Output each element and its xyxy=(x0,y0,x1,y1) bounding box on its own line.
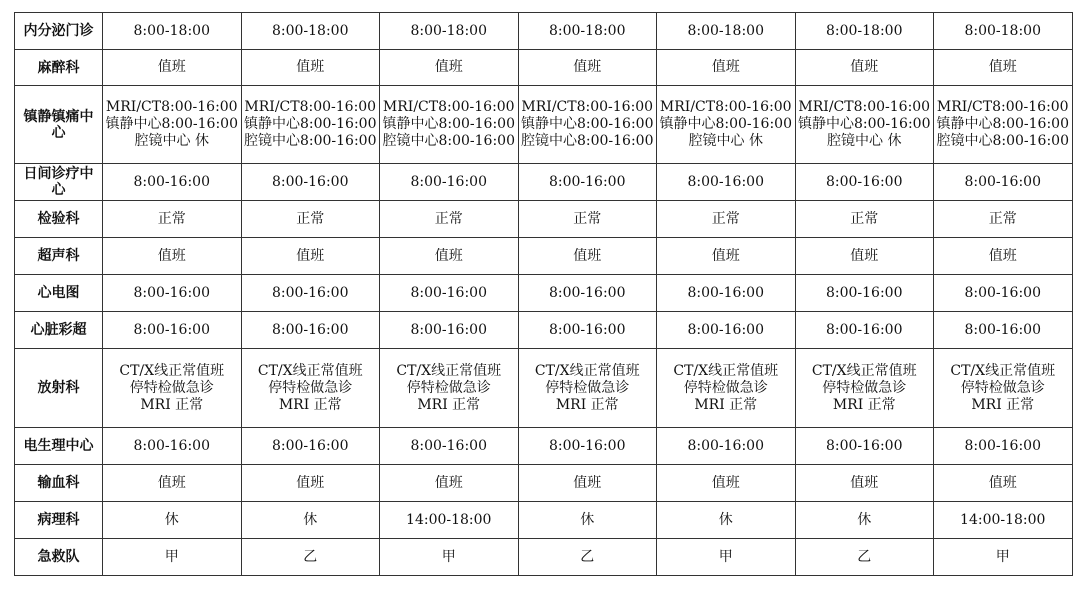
cell-line: 甲 xyxy=(995,548,1010,565)
schedule-cell xyxy=(103,50,242,86)
cell-line: 停特检做急诊 xyxy=(268,379,353,396)
schedule-cell xyxy=(934,539,1073,576)
schedule-cell xyxy=(934,502,1073,539)
schedule-cell xyxy=(657,465,796,502)
cell-line: 值班 xyxy=(711,59,740,75)
schedule-cell xyxy=(518,50,657,86)
schedule-cell xyxy=(518,275,657,312)
cell-line: 腔镜中心 休 xyxy=(688,133,763,149)
cell-line: 休 xyxy=(303,511,318,528)
cell-line: 值班 xyxy=(157,474,186,491)
schedule-cell xyxy=(241,539,380,576)
cell-line: 甲 xyxy=(441,548,456,565)
schedule-cell xyxy=(518,86,657,164)
schedule-cell xyxy=(241,86,380,164)
schedule-cell xyxy=(518,201,657,238)
cell-line: MRI 正常 xyxy=(832,396,896,413)
cell-line: 正常 xyxy=(988,210,1017,227)
cell-line: 值班 xyxy=(573,247,602,264)
schedule-cell xyxy=(934,428,1073,465)
table-row xyxy=(15,238,1073,275)
cell-line: 值班 xyxy=(850,247,879,264)
cell-line: 8:00-16:00 xyxy=(548,284,626,301)
department-name: 急救队 xyxy=(15,539,103,576)
schedule-cell xyxy=(380,275,519,312)
schedule-cell xyxy=(103,13,242,50)
cell-line: MRI/CT8:00-16:00 xyxy=(105,99,238,115)
cell-line: 8:00-16:00 xyxy=(964,173,1041,190)
schedule-cell xyxy=(380,312,519,349)
cell-line: 值班 xyxy=(711,474,740,491)
schedule-cell xyxy=(657,349,796,428)
schedule-cell xyxy=(657,312,796,349)
cell-line: MRI 正常 xyxy=(140,396,204,413)
cell-line: 腔镜中心 休 xyxy=(134,133,209,149)
schedule-cell xyxy=(795,502,934,539)
cell-line: 值班 xyxy=(573,474,602,491)
table-row xyxy=(15,502,1073,539)
cell-line: 镇静中心8:00-16:00 xyxy=(659,116,792,132)
table-row xyxy=(15,164,1073,201)
schedule-cell xyxy=(241,428,380,465)
cell-line: 值班 xyxy=(157,247,186,264)
cell-line: 8:00-16:00 xyxy=(410,321,487,338)
schedule-cell xyxy=(518,428,657,465)
cell-line: 值班 xyxy=(157,59,186,75)
schedule-cell xyxy=(103,312,242,349)
cell-line: 8:00-16:00 xyxy=(548,173,626,190)
department-name: 放射科 xyxy=(15,349,103,428)
schedule-cell xyxy=(795,50,934,86)
schedule-cell xyxy=(934,465,1073,502)
cell-line: 正常 xyxy=(434,210,463,227)
table-row xyxy=(15,50,1073,86)
schedule-cell xyxy=(657,13,796,50)
cell-line: 8:00-16:00 xyxy=(964,284,1041,301)
schedule-table xyxy=(14,12,1073,576)
schedule-cell xyxy=(103,539,242,576)
schedule-cell xyxy=(518,465,657,502)
cell-line: 值班 xyxy=(850,474,879,491)
cell-line: 8:00-16:00 xyxy=(825,173,903,190)
cell-line: 8:00-18:00 xyxy=(687,22,764,39)
cell-line: 镇静中心8:00-16:00 xyxy=(797,116,931,132)
cell-line: 休 xyxy=(164,511,179,528)
schedule-cell xyxy=(380,86,519,164)
cell-line: CT/X线正常值班 xyxy=(950,362,1056,379)
department-name: 镇静镇痛中心 xyxy=(15,86,103,164)
cell-line: 乙 xyxy=(303,548,318,565)
cell-line: 镇静中心8:00-16:00 xyxy=(105,116,238,132)
schedule-cell xyxy=(657,86,796,164)
department-name: 日间诊疗中心 xyxy=(15,164,103,201)
cell-line: 休 xyxy=(857,511,872,528)
schedule-cell xyxy=(380,238,519,275)
table-row xyxy=(15,539,1073,576)
schedule-cell xyxy=(241,50,380,86)
cell-line: 8:00-16:00 xyxy=(133,437,210,454)
cell-line: 8:00-16:00 xyxy=(271,284,349,301)
cell-line: 8:00-18:00 xyxy=(548,22,626,39)
cell-line: 8:00-16:00 xyxy=(548,321,626,338)
schedule-cell xyxy=(380,13,519,50)
schedule-cell xyxy=(934,164,1073,201)
cell-line: 8:00-16:00 xyxy=(687,321,764,338)
cell-line: 8:00-18:00 xyxy=(271,22,349,39)
cell-line: 值班 xyxy=(434,474,463,491)
cell-line: 值班 xyxy=(434,59,463,75)
cell-line: CT/X线正常值班 xyxy=(396,362,502,379)
department-name: 电生理中心 xyxy=(15,428,103,465)
schedule-cell xyxy=(518,312,657,349)
department-name: 检验科 xyxy=(15,201,103,238)
table-row xyxy=(15,465,1073,502)
schedule-cell xyxy=(795,86,934,164)
schedule-cell xyxy=(795,275,934,312)
schedule-cell xyxy=(795,465,934,502)
schedule-cell xyxy=(657,539,796,576)
schedule-cell xyxy=(795,428,934,465)
cell-line: 停特检做急诊 xyxy=(683,379,768,396)
cell-line: 8:00-16:00 xyxy=(271,173,349,190)
schedule-cell xyxy=(657,428,796,465)
schedule-cell xyxy=(241,502,380,539)
schedule-cell xyxy=(657,238,796,275)
cell-line: CT/X线正常值班 xyxy=(119,362,225,379)
schedule-cell xyxy=(380,50,519,86)
cell-line: 值班 xyxy=(711,247,740,264)
cell-line: 甲 xyxy=(164,548,179,565)
department-name: 输血科 xyxy=(15,465,103,502)
cell-line: 8:00-16:00 xyxy=(133,321,210,338)
cell-line: MRI 正常 xyxy=(417,396,481,413)
schedule-cell xyxy=(103,86,242,164)
department-name: 麻醉科 xyxy=(15,50,103,86)
cell-line: 8:00-16:00 xyxy=(687,437,764,454)
cell-line: 乙 xyxy=(580,548,595,565)
schedule-cell xyxy=(380,164,519,201)
cell-line: 值班 xyxy=(434,247,463,264)
schedule-cell xyxy=(380,502,519,539)
schedule-cell xyxy=(934,349,1073,428)
schedule-cell xyxy=(103,164,242,201)
cell-line: 腔镜中心 休 xyxy=(827,133,902,149)
cell-line: 腔镜中心8:00-16:00 xyxy=(382,133,515,149)
schedule-cell xyxy=(241,164,380,201)
table-row xyxy=(15,275,1073,312)
schedule-cell xyxy=(795,349,934,428)
schedule-cell xyxy=(241,201,380,238)
schedule-cell xyxy=(795,201,934,238)
cell-line: CT/X线正常值班 xyxy=(257,362,363,379)
cell-line: 8:00-16:00 xyxy=(964,437,1041,454)
department-name: 病理科 xyxy=(15,502,103,539)
table-row xyxy=(15,349,1073,428)
cell-line: 镇静中心8:00-16:00 xyxy=(520,116,654,132)
department-name: 超声科 xyxy=(15,238,103,275)
schedule-cell xyxy=(103,349,242,428)
cell-line: 值班 xyxy=(988,59,1017,75)
cell-line: 停特检做急诊 xyxy=(129,379,214,396)
cell-line: MRI/CT8:00-16:00 xyxy=(936,99,1069,115)
schedule-cell xyxy=(380,349,519,428)
table-row xyxy=(15,428,1073,465)
cell-line: 8:00-18:00 xyxy=(964,22,1041,39)
table-row xyxy=(15,86,1073,164)
schedule-cell xyxy=(657,50,796,86)
cell-line: 8:00-16:00 xyxy=(825,437,903,454)
cell-line: 值班 xyxy=(296,59,325,75)
schedule-cell xyxy=(518,502,657,539)
schedule-cell xyxy=(795,539,934,576)
cell-line: 乙 xyxy=(857,548,872,565)
schedule-body xyxy=(15,13,1073,576)
cell-line: 8:00-18:00 xyxy=(133,22,210,39)
cell-line: 8:00-16:00 xyxy=(133,284,210,301)
cell-line: 腔镜中心8:00-16:00 xyxy=(243,133,377,149)
cell-line: 8:00-16:00 xyxy=(133,173,210,190)
cell-line: 正常 xyxy=(157,210,186,227)
schedule-cell xyxy=(657,275,796,312)
schedule-cell xyxy=(795,13,934,50)
schedule-cell xyxy=(380,465,519,502)
cell-line: MRI 正常 xyxy=(971,396,1035,413)
schedule-cell xyxy=(103,238,242,275)
cell-line: 正常 xyxy=(711,210,740,227)
cell-line: 值班 xyxy=(296,474,325,491)
cell-line: 休 xyxy=(718,511,733,528)
cell-line: 8:00-18:00 xyxy=(410,22,487,39)
cell-line: 镇静中心8:00-16:00 xyxy=(243,116,377,132)
schedule-cell xyxy=(795,238,934,275)
cell-line: MRI 正常 xyxy=(694,396,758,413)
schedule-cell xyxy=(518,539,657,576)
schedule-cell xyxy=(103,201,242,238)
schedule-cell xyxy=(934,238,1073,275)
schedule-cell xyxy=(795,164,934,201)
schedule-cell xyxy=(518,349,657,428)
cell-line: 腔镜中心8:00-16:00 xyxy=(520,133,654,149)
cell-line: 正常 xyxy=(573,210,602,227)
cell-line: 停特检做急诊 xyxy=(406,379,491,396)
schedule-cell xyxy=(934,50,1073,86)
cell-line: 镇静中心8:00-16:00 xyxy=(936,116,1069,132)
cell-line: 8:00-16:00 xyxy=(410,284,487,301)
cell-line: 8:00-18:00 xyxy=(825,22,903,39)
cell-line: 休 xyxy=(580,511,595,528)
schedule-cell xyxy=(934,86,1073,164)
cell-line: MRI 正常 xyxy=(278,396,342,413)
schedule-cell xyxy=(103,465,242,502)
schedule-cell xyxy=(657,502,796,539)
schedule-cell xyxy=(657,201,796,238)
schedule-cell xyxy=(518,13,657,50)
schedule-cell xyxy=(103,275,242,312)
cell-line: 8:00-16:00 xyxy=(548,437,626,454)
schedule-cell xyxy=(380,428,519,465)
schedule-cell xyxy=(934,201,1073,238)
schedule-cell xyxy=(241,312,380,349)
schedule-cell xyxy=(934,275,1073,312)
schedule-cell xyxy=(934,13,1073,50)
cell-line: 正常 xyxy=(850,210,879,227)
schedule-cell xyxy=(380,539,519,576)
cell-line: 镇静中心8:00-16:00 xyxy=(382,116,515,132)
cell-line: 正常 xyxy=(296,210,325,227)
cell-line: 8:00-16:00 xyxy=(271,437,349,454)
schedule-cell xyxy=(518,238,657,275)
cell-line: 8:00-16:00 xyxy=(825,321,903,338)
cell-line: 8:00-16:00 xyxy=(271,321,349,338)
table-row xyxy=(15,13,1073,50)
cell-line: 甲 xyxy=(718,548,733,565)
schedule-cell xyxy=(657,164,796,201)
cell-line: 8:00-16:00 xyxy=(410,173,487,190)
cell-line: MRI/CT8:00-16:00 xyxy=(244,99,377,115)
cell-line: 停特检做急诊 xyxy=(545,379,630,396)
cell-line: 8:00-16:00 xyxy=(687,284,764,301)
table-row xyxy=(15,201,1073,238)
cell-line: 值班 xyxy=(296,247,325,264)
schedule-cell xyxy=(934,312,1073,349)
schedule-cell xyxy=(241,349,380,428)
schedule-cell xyxy=(103,502,242,539)
cell-line: 值班 xyxy=(988,247,1017,264)
cell-line: MRI/CT8:00-16:00 xyxy=(382,99,515,115)
schedule-cell xyxy=(241,275,380,312)
cell-line: 8:00-16:00 xyxy=(410,437,487,454)
cell-line: 停特检做急诊 xyxy=(960,379,1045,396)
cell-line: CT/X线正常值班 xyxy=(673,362,779,379)
schedule-cell xyxy=(380,201,519,238)
cell-line: CT/X线正常值班 xyxy=(811,362,917,379)
department-name: 心电图 xyxy=(15,275,103,312)
schedule-cell xyxy=(795,312,934,349)
cell-line: 值班 xyxy=(988,474,1017,491)
cell-line: MRI/CT8:00-16:00 xyxy=(521,99,654,115)
cell-line: CT/X线正常值班 xyxy=(534,362,640,379)
schedule-cell xyxy=(241,238,380,275)
cell-line: MRI 正常 xyxy=(555,396,619,413)
cell-line: 停特检做急诊 xyxy=(822,379,907,396)
department-name: 内分泌门诊 xyxy=(15,13,103,50)
schedule-cell xyxy=(518,164,657,201)
cell-line: 值班 xyxy=(573,59,602,75)
cell-line: 8:00-16:00 xyxy=(964,321,1041,338)
cell-line: 14:00-18:00 xyxy=(406,511,492,528)
cell-line: 8:00-16:00 xyxy=(825,284,903,301)
cell-line: 腔镜中心8:00-16:00 xyxy=(936,133,1069,149)
cell-line: MRI/CT8:00-16:00 xyxy=(659,99,792,115)
department-name: 心脏彩超 xyxy=(15,312,103,349)
table-row xyxy=(15,312,1073,349)
cell-line: MRI/CT8:00-16:00 xyxy=(798,99,931,115)
schedule-cell xyxy=(241,465,380,502)
cell-line: 值班 xyxy=(850,59,879,75)
cell-line: 14:00-18:00 xyxy=(960,511,1046,528)
cell-line: 8:00-16:00 xyxy=(687,173,764,190)
schedule-cell xyxy=(103,428,242,465)
schedule-cell xyxy=(241,13,380,50)
